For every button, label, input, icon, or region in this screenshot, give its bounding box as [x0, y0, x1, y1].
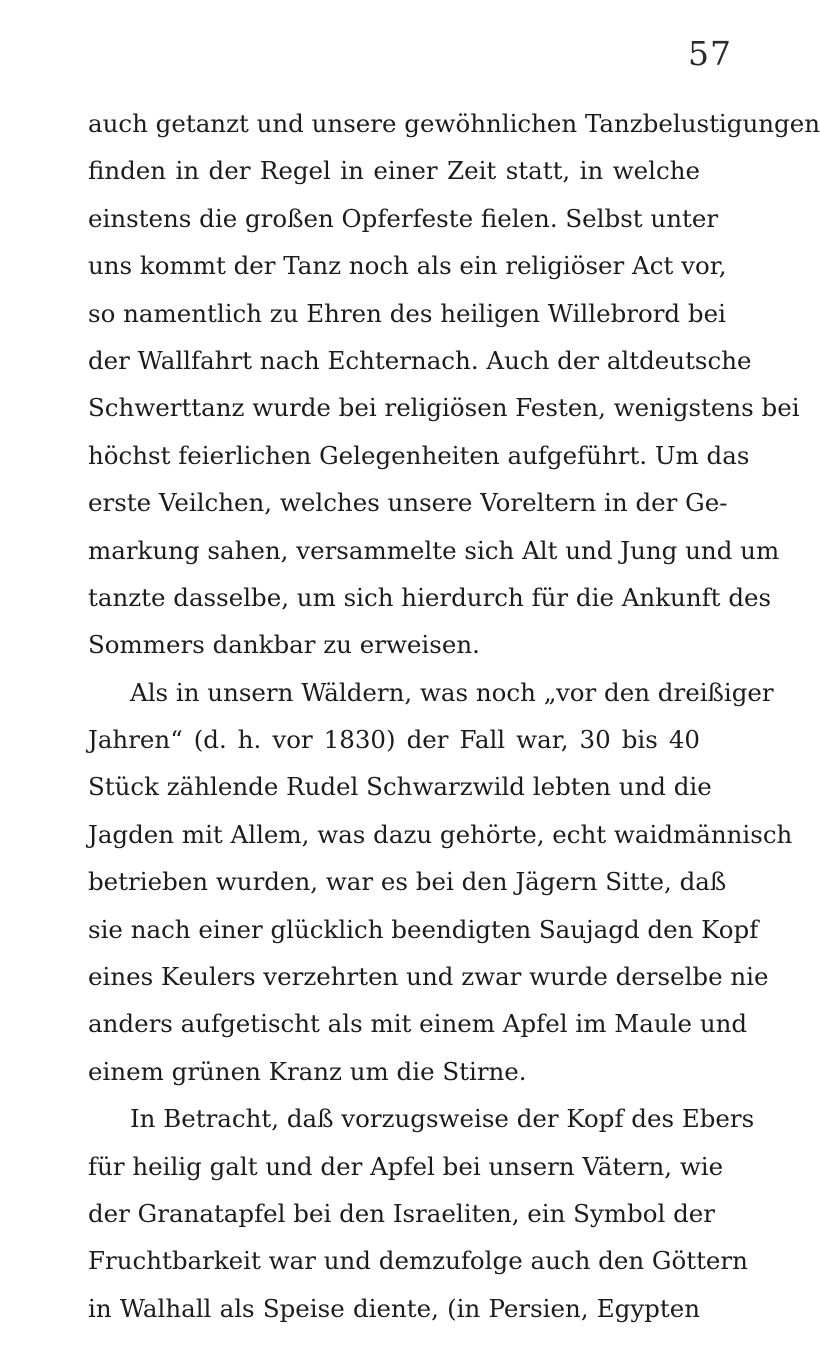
- text-line: In Betracht, daß vorzugsweise der Kopf des Ebers: [130, 1104, 755, 1134]
- text-line: einem grünen Kranz um die Stirne.: [88, 1056, 527, 1086]
- text-line: so namentlich zu Ehren des heiligen Willebrord bei: [88, 298, 726, 328]
- text-line: in Walhall als Speise diente, (in Persien, Egypten: [88, 1293, 700, 1323]
- text-line: der Wallfahrt nach Echternach. Auch der altdeutsche: [88, 345, 752, 375]
- text-line: höchst feierlichen Gelegenheiten aufgeführt. Um das: [88, 440, 750, 470]
- text-line: uns kommt der Tanz noch als ein religiöser Act vor,: [88, 251, 727, 281]
- text-line: finden in der Regel in einer Zeit statt, in welche: [88, 156, 700, 186]
- text-line: Jagden mit Allem, was dazu gehörte, echt waidmännisch: [88, 819, 793, 849]
- text-line: sie nach einer glücklich beendigten Saujagd den Kopf: [88, 914, 759, 944]
- page-number: 57: [688, 34, 732, 73]
- text-line: Fruchtbarkeit war und demzufolge auch den Göttern: [88, 1246, 748, 1276]
- text-line: auch getanzt und unsere gewöhnlichen Tanzbelustigungen: [88, 109, 820, 138]
- text-line: erste Veilchen, welches unsere Voreltern in der Ge-: [88, 488, 728, 518]
- text-line: Schwerttanz wurde bei religiösen Festen, wenigstens bei: [88, 393, 800, 423]
- text-line: Jahren“ (d. h. vor 1830) der Fall war, 30 bis 40: [88, 725, 700, 755]
- text-line: der Granatapfel bei den Israeliten, ein Symbol der: [88, 1198, 715, 1228]
- text-line: betrieben wurden, war es bei den Jägern Sitte, daß: [88, 867, 727, 897]
- text-line: eines Keulers verzehrten und zwar wurde derselbe nie: [88, 962, 769, 992]
- text-line: einstens die großen Opferfeste fielen. Selbst unter: [88, 203, 719, 233]
- text-line: Stück zählende Rudel Schwarzwild lebten und die: [88, 772, 712, 802]
- text-line: anders aufgetischt als mit einem Apfel im Maule und: [88, 1009, 748, 1039]
- body-text: [88, 100, 820, 1332]
- text-line: Sommers dankbar zu erweisen.: [88, 630, 480, 660]
- text-line: tanzte dasselbe, um sich hierdurch für die Ankunft des: [88, 582, 772, 612]
- text-line: für heilig galt und der Apfel bei unsern Vätern, wie: [88, 1151, 724, 1181]
- text-line: markung sahen, versammelte sich Alt und Jung und um: [88, 535, 780, 565]
- text-line: Als in unsern Wäldern, was noch „vor den dreißiger: [130, 677, 774, 707]
